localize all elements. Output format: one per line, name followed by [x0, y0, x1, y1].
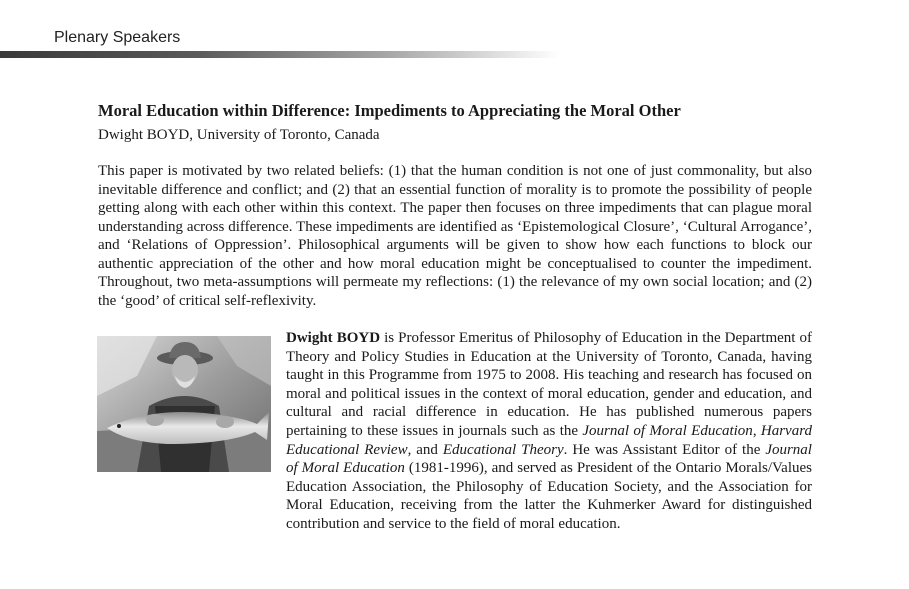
- author-line: Dwight BOYD, University of Toronto, Canada: [98, 127, 380, 143]
- bio-journal: Journal of Moral Education: [582, 422, 753, 439]
- bio-separator: , and: [407, 441, 443, 458]
- header-rule: [0, 51, 560, 58]
- speaker-photo-image: [97, 336, 271, 472]
- bio-separator: ,: [752, 422, 761, 439]
- bio-journal: Educational Theory: [442, 441, 564, 458]
- speaker-photo: [97, 336, 271, 472]
- bio-journal: Journal of Moral Education: [286, 441, 812, 477]
- speaker-bio: [286, 329, 812, 534]
- bio-journal: Harvard Educational Review: [286, 422, 812, 458]
- section-header: Plenary Speakers: [54, 29, 181, 46]
- article-title: Moral Education within Difference: Impediments to Appreciating the Moral Other: [98, 101, 681, 120]
- bio-text: is Professor Emeritus of Philosophy of Education in the Department of Theory and Policy Studies in Education at the University of Toronto, Canada, having taught in this Programme from 1975 to 2008. His teaching and research has focused on moral and political issues in the context of moral education, gender and education, and cultural and racial difference in education. He has published numerous papers pertaining to these issues in journals such as the: [286, 330, 812, 439]
- bio-text: . He was Assistant Editor of the: [563, 441, 766, 458]
- abstract: This paper is motivated by two related beliefs: (1) that the human condition is not one of just commonality, but also inevitable difference and conflict; and (2) that an essential function of morality is to promote the possibility of people getting along with each other within this context. The paper then focuses on three impediments that can plague moral understanding across difference. These impediments are identified as ‘Epistemological Closure’, ‘Cultural Arrogance’, and ‘Relations of Oppression’. Philosophical arguments will be given to show how each functions to block our authentic appreciation of the other and how moral education might be conceptualised to counter the impediment. Throughout, two meta-assumptions will permeate my reflections: (1) the relevance of my own social location; and (2) the ‘good’ of critical self-reflexivity.: [98, 163, 812, 309]
- bio-text: (1981-1996), and served as President of the Ontario Morals/Values Education Association, the Philosophy of Education Society, and the Association for Moral Education, receiving from the latter the Kuhmerker Award for distinguished contribution and service to the field of moral education.: [286, 460, 812, 532]
- bio-name: Dwight BOYD: [286, 330, 381, 346]
